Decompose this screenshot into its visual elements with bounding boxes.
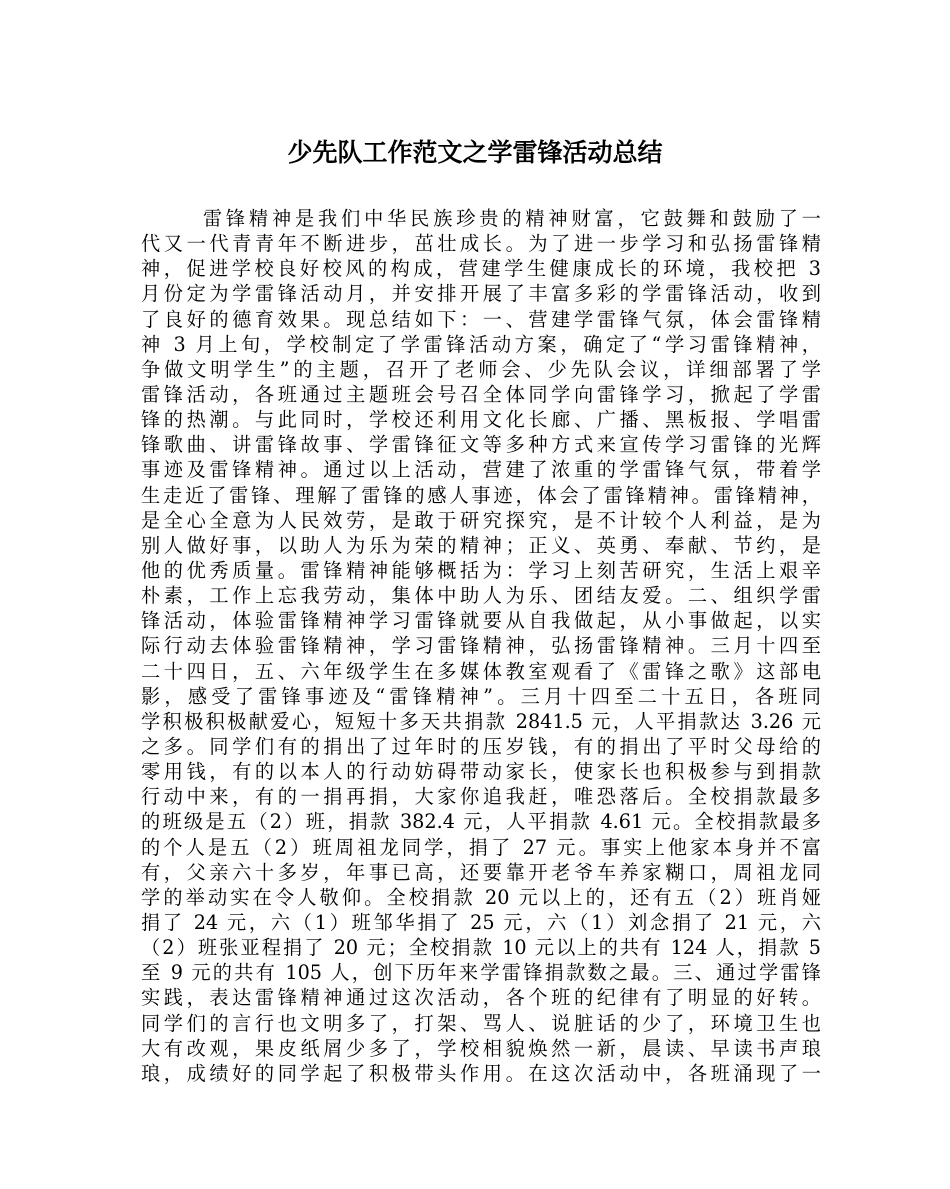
body-line-text: 锋活动，体验雷锋精神学习雷锋就要从自我做起，从小事做起，以实 (141, 609, 821, 633)
body-line-text: 二十四日，五、六年级学生在多媒体教室观看了《雷锋之歌》这部电 (141, 659, 821, 683)
body-line-text: 别人做好事，以助人为乐为荣的精神；正义、英勇、奉献、节约，是 (141, 533, 821, 557)
body-line-text: 大有改观，果皮纸屑少多了，学校相貌焕然一新，晨读、早读书声琅 (141, 1036, 821, 1060)
body-line-text: 生走近了雷锋、理解了雷锋的感人事迹，体会了雷锋精神。雷锋精神， (141, 483, 821, 507)
body-line-text: 了良好的德育效果。现总结如下：一、营建学雷锋气氛，体会雷锋精 (141, 307, 821, 331)
body-line (141, 1011, 821, 1036)
body-line-text: 神，促进学校良好校风的构成，营建学生健康成长的环境，我校把 3 (141, 257, 821, 281)
body-line (141, 407, 821, 432)
body-line-text: 同学们的言行也文明多了，打架、骂人、说脏话的少了，环境卫生也 (141, 1011, 821, 1035)
body-line-text: 之多。同学们有的捐出了过年时的压岁钱，有的捐出了平时父母给的 (141, 734, 821, 758)
body-line-text: 争做文明学生”的主题，召开了老师会、少先队会议，详细部署了学 (141, 357, 821, 381)
body-line-text: 是全心全意为人民效劳，是敢于研究探究，是不计较个人利益，是为 (141, 508, 821, 532)
body-line (141, 709, 821, 734)
body-line (141, 835, 821, 860)
body-line-text: 学的举动实在令人敬仰。全校捐款 20 元以上的，还有五（2）班肖娅 (141, 885, 821, 909)
body-line-text: 捐了 24 元，六（1）班邹华捐了 25 元，六（1）刘念捐了 21 元，六 (141, 910, 821, 934)
document-title: 少先队工作范文之学雷锋活动总结 (287, 138, 663, 167)
body-line (141, 659, 821, 684)
body-line-text: （2）班张亚程捐了 20 元；全校捐款 10 元以上的共有 124 人，捐款 5 (141, 936, 821, 960)
body-line (141, 860, 821, 885)
body-line (141, 910, 821, 935)
body-line (141, 256, 821, 281)
body-line-text: 月份定为学雷锋活动月，并安排开展了丰富多彩的学雷锋活动，收到 (141, 282, 821, 306)
body-line-text: 的个人是五（2）班周祖龙同学，捐了 27 元。事实上他家本身并不富 (141, 835, 821, 859)
body-line-text: 行动中来，有的一捐再捐，大家你追我赶，唯恐落后。全校捐款最多 (141, 785, 821, 809)
body-line (141, 231, 821, 256)
body-line (141, 206, 821, 231)
body-line-text: 锋歌曲、讲雷锋故事、学雷锋征文等多种方式来宣传学习雷锋的光辉 (141, 433, 821, 457)
body-line (141, 583, 821, 608)
body-line (141, 960, 821, 985)
body-line (141, 508, 821, 533)
body-line (141, 483, 821, 508)
body-line-text: 的班级是五（2）班，捐款 382.4 元，人平捐款 4.61 元。全校捐款最多 (141, 810, 821, 834)
document-body (141, 206, 821, 1086)
body-line (141, 734, 821, 759)
body-line (141, 684, 821, 709)
body-line-text: 琅，成绩好的同学起了积极带头作用。在这次活动中，各班涌现了一 (141, 1061, 821, 1085)
body-line (141, 608, 821, 633)
body-line-text: 代又一代青青年不断进步，茁壮成长。为了进一步学习和弘扬雷锋精 (141, 232, 821, 256)
body-line (141, 985, 821, 1010)
body-line (141, 332, 821, 357)
body-line (141, 432, 821, 457)
body-line-text: 雷锋活动，各班通过主题班会号召全体同学向雷锋学习，掀起了学雷 (141, 382, 821, 406)
body-line (141, 382, 821, 407)
body-line (141, 533, 821, 558)
body-line-text: 实践，表达雷锋精神通过这次活动，各个班的纪律有了明显的好转。 (141, 986, 821, 1010)
body-line (141, 809, 821, 834)
body-line-text: 他的优秀质量。雷锋精神能够概括为：学习上刻苦研究，生活上艰辛 (141, 558, 821, 582)
body-line (141, 935, 821, 960)
body-line (141, 633, 821, 658)
body-line-text: 锋的热潮。与此同时，学校还利用文化长廊、广播、黑板报、学唱雷 (141, 408, 821, 432)
body-line (141, 759, 821, 784)
body-line-text: 朴素，工作上忘我劳动，集体中助人为乐、团结友爱。二、组织学雷 (141, 584, 821, 608)
body-line (141, 885, 821, 910)
body-line-text: 际行动去体验雷锋精神，学习雷锋精神，弘扬雷锋精神。三月十四至 (141, 634, 821, 658)
body-line (141, 558, 821, 583)
body-line-text: 有，父亲六十多岁，年事已高，还要靠开老爷车养家糊口，周祖龙同 (141, 860, 821, 884)
body-line-text: 神 3 月上旬，学校制定了学雷锋活动方案，确定了“学习雷锋精神， (141, 332, 821, 356)
body-line (141, 307, 821, 332)
body-line (141, 784, 821, 809)
body-line (141, 357, 821, 382)
body-line-text: 学积极积极献爱心，短短十多天共捐款 2841.5 元，人平捐款达 3.26 元 (141, 709, 821, 733)
body-line-text: 雷锋精神是我们中华民族珍贵的精神财富，它鼓舞和鼓励了一 (199, 207, 821, 230)
body-line (141, 281, 821, 306)
body-line-text: 影，感受了雷锋事迹及“雷锋精神”。三月十四至二十五日，各班同 (141, 684, 821, 708)
body-line-text: 事迹及雷锋精神。通过以上活动，营建了浓重的学雷锋气氛，带着学 (141, 458, 821, 482)
body-line (141, 1061, 821, 1086)
body-line-text: 零用钱，有的以本人的行动妨碍带动家长，使家长也积极参与到捐款 (141, 760, 821, 784)
body-line (141, 457, 821, 482)
body-line-text: 至 9 元的共有 105 人，创下历年来学雷锋捐款数之最。三、通过学雷锋 (141, 961, 821, 985)
body-line (141, 1036, 821, 1061)
